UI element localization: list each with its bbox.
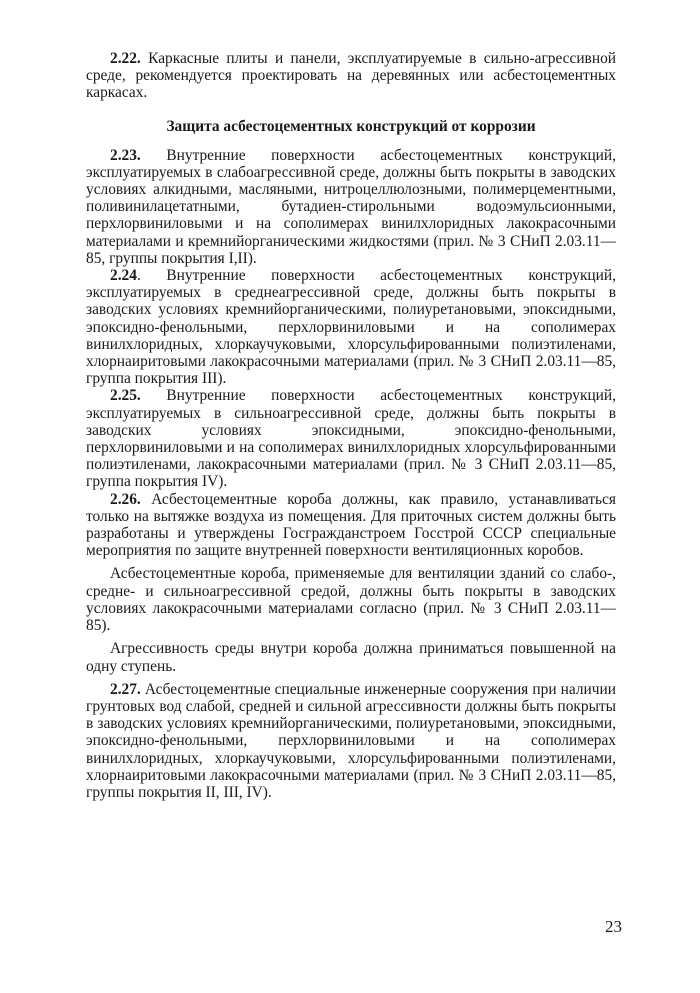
- paragraph-text: . Внутренние поверхности асбестоцементных конструкций, эксплуатируемых в среднеагрессивной среде, должны быть покрыты в заводских условиях кремнийорганическими, полиуретановыми, эпоксидными, эпоксидно-фенольными, перхлорвиниловыми и на сополимерах винилхлоридных, хлоркаучуковыми, хлорсульфированными полиэтиленами, хлорнаиритовыми лакокрасочными материалами (прил. № 3 СНиП 2.03.11—85, группа покрытия III).: [86, 267, 616, 388]
- paragraph-2-23: [86, 147, 616, 267]
- paragraph-text: Внутренние поверхности асбестоцементных конструкций, эксплуатируемых в слабоагрессивной среде, должны быть покрыты в заводских условиях алкидными, масляными, нитроцеллюлозными, полимерцементными, поливинилацетатными, бутадиен-стирольными водоэмульсионными, перхлорвиниловыми и на сополимерах винилхлоридных лакокрасочными материалами и кремнийорганическими жидкостями (прил. № 3 СНиП 2.03.11—85, группы покрытия I,II).: [86, 146, 616, 267]
- clause-number: 2.25.: [110, 387, 141, 405]
- clause-number: 2.22.: [110, 50, 141, 67]
- paragraph-aggressiveness: [86, 640, 616, 674]
- paragraph-2-26: [86, 491, 616, 560]
- paragraph-ducts: [86, 565, 616, 634]
- paragraph-text: Каркасные плиты и панели, эксплуатируемые в сильно-агрессивной среде, рекомендуется проектировать на деревянных или асбестоцементных каркасах.: [86, 50, 616, 102]
- section-heading: Защита асбестоцементных конструкций от коррозии: [166, 117, 536, 135]
- clause-number: 2.26.: [110, 490, 141, 508]
- paragraph-text: Агрессивность среды внутри короба должна приниматься повышенной на одну ступень.: [86, 640, 616, 675]
- paragraph-text: Асбестоцементные короба, применяемые для вентиляции зданий со слабо-, средне- и сильноагрессивной средой, должны быть покрыты в заводских условиях лакокрасочными материалами согласно (прил. № 3 СНиП 2.03.11—85).: [86, 565, 616, 635]
- clause-number: 2.27.: [110, 680, 141, 698]
- paragraph-2-24: [86, 267, 616, 387]
- paragraph-2-25: [86, 387, 616, 490]
- clause-number: 2.24: [110, 267, 137, 285]
- paragraph-text: Асбестоцементные специальные инженерные сооружения при наличии грунтовых вод слабой, средней и сильной агрессивности должны быть покрыты в заводских условиях кремнийорганическими, полиуретановыми, эпоксидными, эпоксидно-фенольными, перхлорвиниловыми и на сополимерах винилхлоридных, хлоркаучуковыми, хлорсульфированными полиэтиленами, хлорнаиритовыми лакокрасочными материалами (прил. № 3 СНиП 2.03.11—85, группы покрытия II, III, IV).: [86, 680, 616, 801]
- page-number: 23: [605, 917, 622, 936]
- paragraph-2-22: [86, 50, 616, 102]
- paragraph-2-27: [86, 681, 616, 801]
- clause-number: 2.23.: [110, 146, 141, 164]
- paragraph-text: Внутренние поверхности асбестоцементных конструкций, эксплуатируемых в сильноагрессивной среде, должны быть покрыты в заводских условиях эпоксидными, эпоксидно-фенольными, перхлорвиниловыми и на сополимерах винилхлоридных хлорсульфированными полиэтиленами, лакокрасочными материалами (прил. № 3 СНиП 2.03.11—85, группа покрытия IV).: [86, 387, 616, 491]
- paragraph-text: Асбестоцементные короба должны, как правило, устанавливаться только на вытяжке воздуха из помещения. Для приточных систем должны быть разработаны и утверждены Госгражданстроем Госстрой СССР специальные мероприятия по защите внутренней поверхности вентиляционных коробов.: [86, 490, 616, 560]
